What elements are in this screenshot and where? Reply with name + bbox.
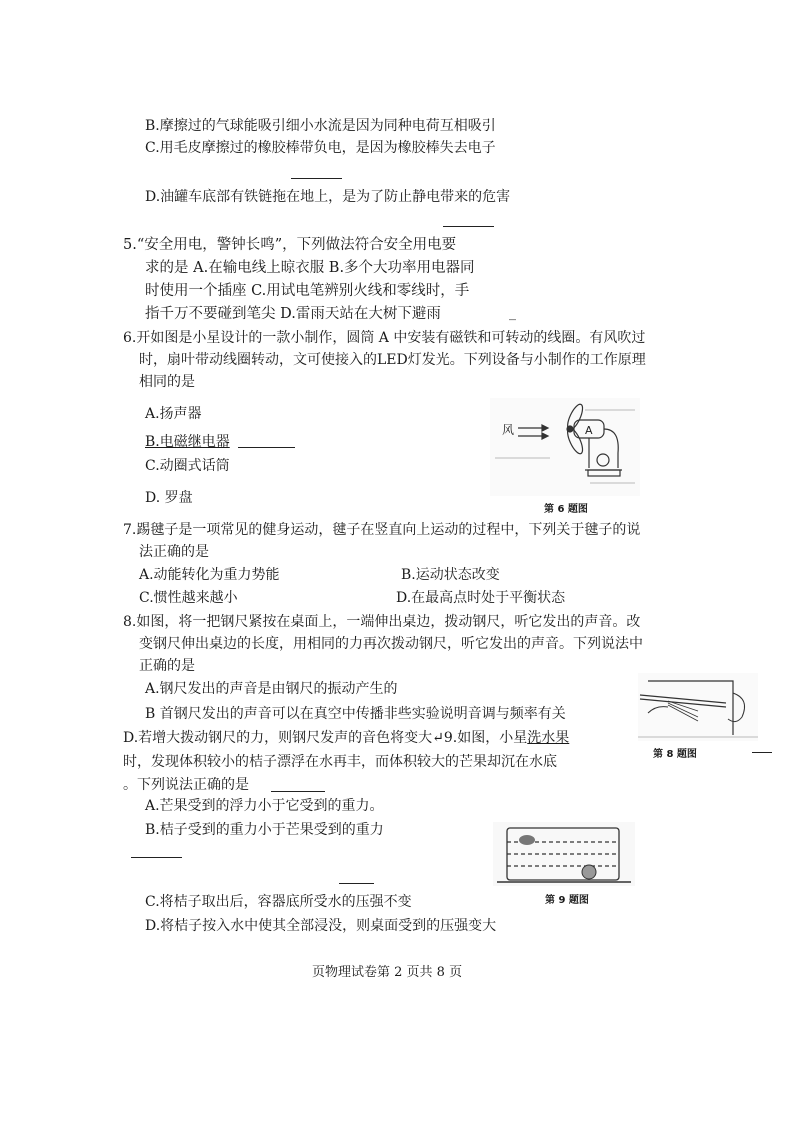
figure-8-ruler xyxy=(638,673,758,741)
q5-line-4: 指千万不要碰到笔尖 D.雷雨天站在大树下避雨 xyxy=(145,306,441,322)
q9-option-a: A.芒果受到的浮力小于它受到的重力。 xyxy=(145,798,384,814)
blank-line xyxy=(291,178,342,179)
q8-option-d-text: D.若增大拨动钢尺的力，则钢尺发声的音色将变大↵9.如图，小星 xyxy=(123,730,528,746)
figure-9-caption: 第 9 题图 xyxy=(545,895,589,906)
page-footer: 页物理试卷第 2 页共 8 页 xyxy=(312,965,463,980)
q9-line-3: 。下列说法正确的是 xyxy=(123,777,249,793)
q5-line-1: 5.“安全用电，警钟长鸣”，下列做法符合安全用电要 xyxy=(123,237,457,253)
q6-option-c: C.动圈式话筒 xyxy=(145,458,230,474)
blank-line xyxy=(131,857,182,858)
q6-line-2: 时，扇叶带动线圈转动，文可使接入的LED灯发光。下列设备与小制作的工作原理 xyxy=(139,352,646,368)
q7-line-2: 法正确的是 xyxy=(139,544,209,560)
q6-option-a: A.扬声器 xyxy=(145,406,202,422)
figure-8-caption: 第 8 题图 xyxy=(653,749,697,760)
blank-line xyxy=(238,447,295,448)
fig6-wind-label: 风 xyxy=(502,423,515,437)
q9-line-2: 时，发现体积较小的桔子漂浮在水再丰，而体积较大的芒果却沉在水底 xyxy=(123,754,557,770)
q9-option-c: C.将桔子取出后，容器底所受水的压强不变 xyxy=(145,894,412,910)
q9-option-b: B.桔子受到的重力小于芒果受到的重力 xyxy=(145,822,384,838)
q8-line-3: 正确的是 xyxy=(139,658,195,674)
q8-line-1: 8.如图，将一把钢尺紧按在桌面上，一端伸出桌边，拨动钢尺，听它发出的声音。改 xyxy=(123,614,641,630)
q6-line-1: 6.开如图是小星设计的一款小制作，圆筒 A 中安装有磁铁和可转动的线圈。有风吹过 xyxy=(123,330,646,346)
fig6-a-label: A xyxy=(585,424,593,437)
q5-mark: _ xyxy=(509,305,516,321)
q7-option-c: C.惯性越来越小 xyxy=(139,590,238,606)
blank-line xyxy=(271,791,325,792)
q4-option-c: C.用毛皮摩擦过的橡胶棒带负电，是因为橡胶棒失去电子 xyxy=(145,140,496,156)
q7-option-b: B.运动状态改变 xyxy=(401,567,500,583)
blank-line xyxy=(752,752,772,753)
q5-line-2: 求的是 A.在输电线上晾衣服 B.多个大功率用电器同 xyxy=(145,260,475,276)
q8-line-2: 变钢尺伸出桌边的长度，用相同的力再次拨动钢尺，听它发出的声音。下列说法中 xyxy=(139,636,643,652)
q6-option-b: B.电磁继电器 xyxy=(145,434,230,450)
q7-option-d: D.在最高点时处于平衡状态 xyxy=(396,590,566,606)
q8-option-b: B 首钢尺发出的声音可以在真空中传播非些实验说明音调与频率有关 xyxy=(145,706,566,722)
figure-9-container xyxy=(493,822,635,886)
q5-line-3: 时使用一个插座 C.用试电笔辨别火线和零线时，手 xyxy=(145,283,470,299)
q4-option-b: B.摩擦过的气球能吸引细小水流是因为同种电荷互相吸引 xyxy=(145,118,496,134)
q9-option-d: D.将桔子按入水中使其全部浸没，则桌面受到的压强变大 xyxy=(145,918,497,934)
q4-option-d: D.油罐车底部有铁链拖在地上，是为了防止静电带来的危害 xyxy=(145,189,511,205)
blank-line xyxy=(443,226,494,227)
q6-option-d: D. 罗盘 xyxy=(145,490,193,506)
q6-line-3: 相同的是 xyxy=(139,374,195,390)
q7-line-1: 7.踢毽子是一项常见的健身运动，毽子在竖直向上运动的过程中，下列关于毽子的说 xyxy=(123,522,641,538)
blank-line xyxy=(339,883,374,884)
q9-underlined-text: 洗水果 xyxy=(527,730,570,746)
figure-6-wind-generator xyxy=(490,398,640,496)
figure-6-caption: 第 6 题图 xyxy=(544,504,588,515)
q7-option-a: A.动能转化为重力势能 xyxy=(139,567,280,583)
q8-option-a: A.钢尺发出的声音是由钢尺的振动产生的 xyxy=(145,681,398,697)
q8-option-d-and-q9-start xyxy=(123,729,569,747)
